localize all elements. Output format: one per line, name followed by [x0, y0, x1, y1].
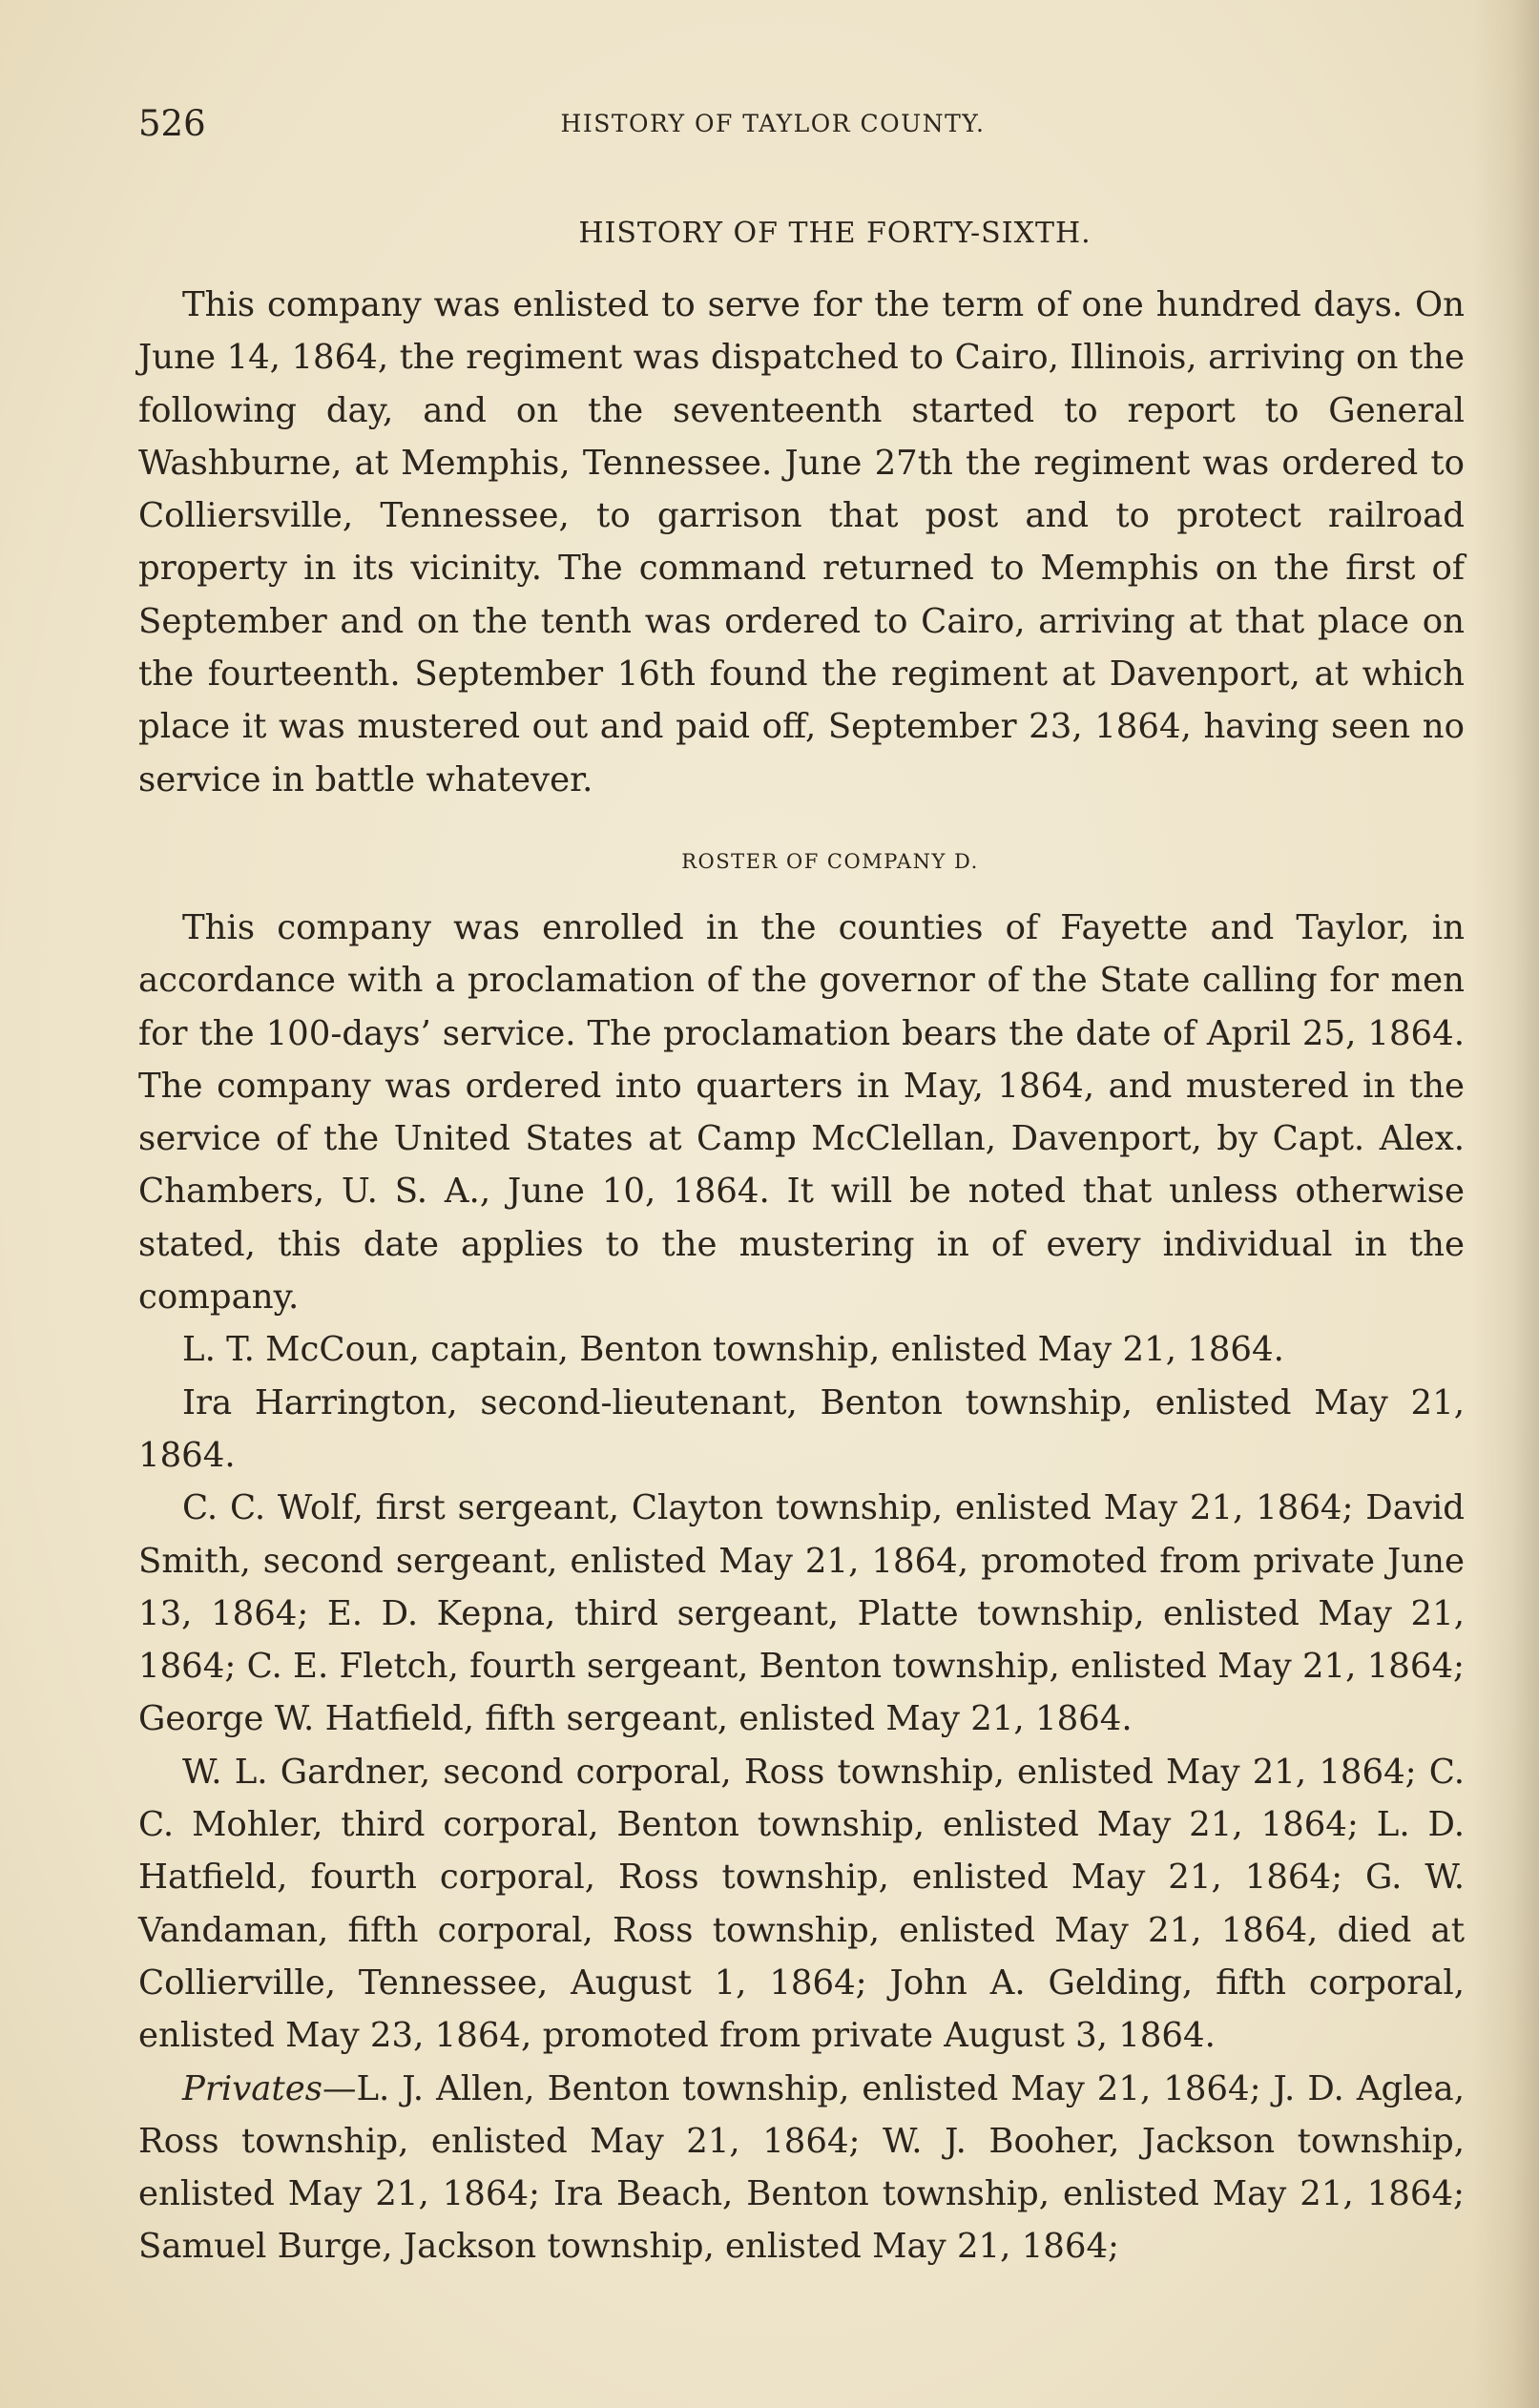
roster-entry-captain: L. T. McCoun, captain, Benton township, enlisted May 21, 1864. — [182, 1330, 1284, 1370]
history-paragraph: This company was enlisted to serve for the term of one hundred days. On June 14, 1864, the regiment was dispatched to Cairo, Illinois, arriving on the following day, and on the seventeenth started to report to General Washburne, at Memphis, Tennessee. June 27th the regiment was ordered to Colliersville, Tennessee, to garrison that post and to protect railroad property in its vicinity. The command returned to Memphis on the first of September and on the tenth was ordered to Cairo, arriving at that place on the fourteenth. September 16th found the regiment at Davenport, at which place it was mustered out and paid off, September 23, 1864, having seen no service in battle whatever. — [138, 285, 1465, 799]
binding-shadow — [1472, 0, 1539, 2408]
roster-intro-paragraph: This company was enrolled in the counties of Fayette and Taylor, in accordance with a proclamation of the governor of the State calling for men for the 100-days’ service. The proclamation bears the date of April 25, 1864. The company was ordered into quarters in May, 1864, and mustered in the service of the United States at Camp McClellan, Davenport, by Capt. Alex. Chambers, U. S. A., June 10, 1864. It will be noted that unless otherwise stated, this date applies to the mustering in of every individual in the company. — [138, 907, 1465, 1318]
page-body — [138, 208, 1465, 2273]
page-number: 526 — [138, 103, 206, 144]
roster-entry-lieutenant: Ira Harrington, second-lieutenant, Benton township, enlisted May 21, 1864. — [138, 1382, 1465, 1475]
roster-entry-privates — [138, 2063, 1465, 2273]
page-header — [138, 95, 1407, 153]
roster-entry-corporals: W. L. Gardner, second corporal, Ross township, enlisted May 21, 1864; C. C. Mohler, third corporal, Benton township, enlisted May 21, 1864; L. D. Hatfield, fourth corporal, Ross township, enlisted May 21, 1864; G. W. Vandaman, fifth corporal, Ross township, enlisted May 21, 1864, died at Collierville, Tennessee, August 1, 1864; John A. Gelding, fifth corporal, enlisted May 23, 1864, promoted from private August 3, 1864. — [138, 1752, 1465, 2056]
roster-entry-sergeants: C. C. Wolf, first sergeant, Clayton township, enlisted May 21, 1864; David Smith, second sergeant, enlisted May 21, 1864, promoted from private June 13, 1864; E. D. Kepna, third sergeant, Platte township, enlisted May 21, 1864; C. E. Fletch, fourth sergeant, Benton township, enlisted May 21, 1864; George W. Hatfield, fifth sergeant, enlisted May 21, 1864. — [138, 1488, 1466, 1739]
roster-title: ROSTER OF COMPANY D. — [681, 849, 979, 873]
privates-label: Privates — [182, 2068, 322, 2108]
running-head: HISTORY OF TAYLOR COUNTY. — [560, 110, 986, 137]
privates-text: —L. J. Allen, Benton township, enlisted May 21, 1864; J. D. Aglea, Ross township, enlisted May 21, 1864; W. J. Booher, Jackson township, enlisted May 21, 1864; Ira Beach, Benton township, enlisted May 21, 1864; Samuel Burge, Jackson township, enlisted May 21, 1864; — [138, 2068, 1465, 2267]
section-title: HISTORY OF THE FORTY-SIXTH. — [578, 217, 1092, 250]
